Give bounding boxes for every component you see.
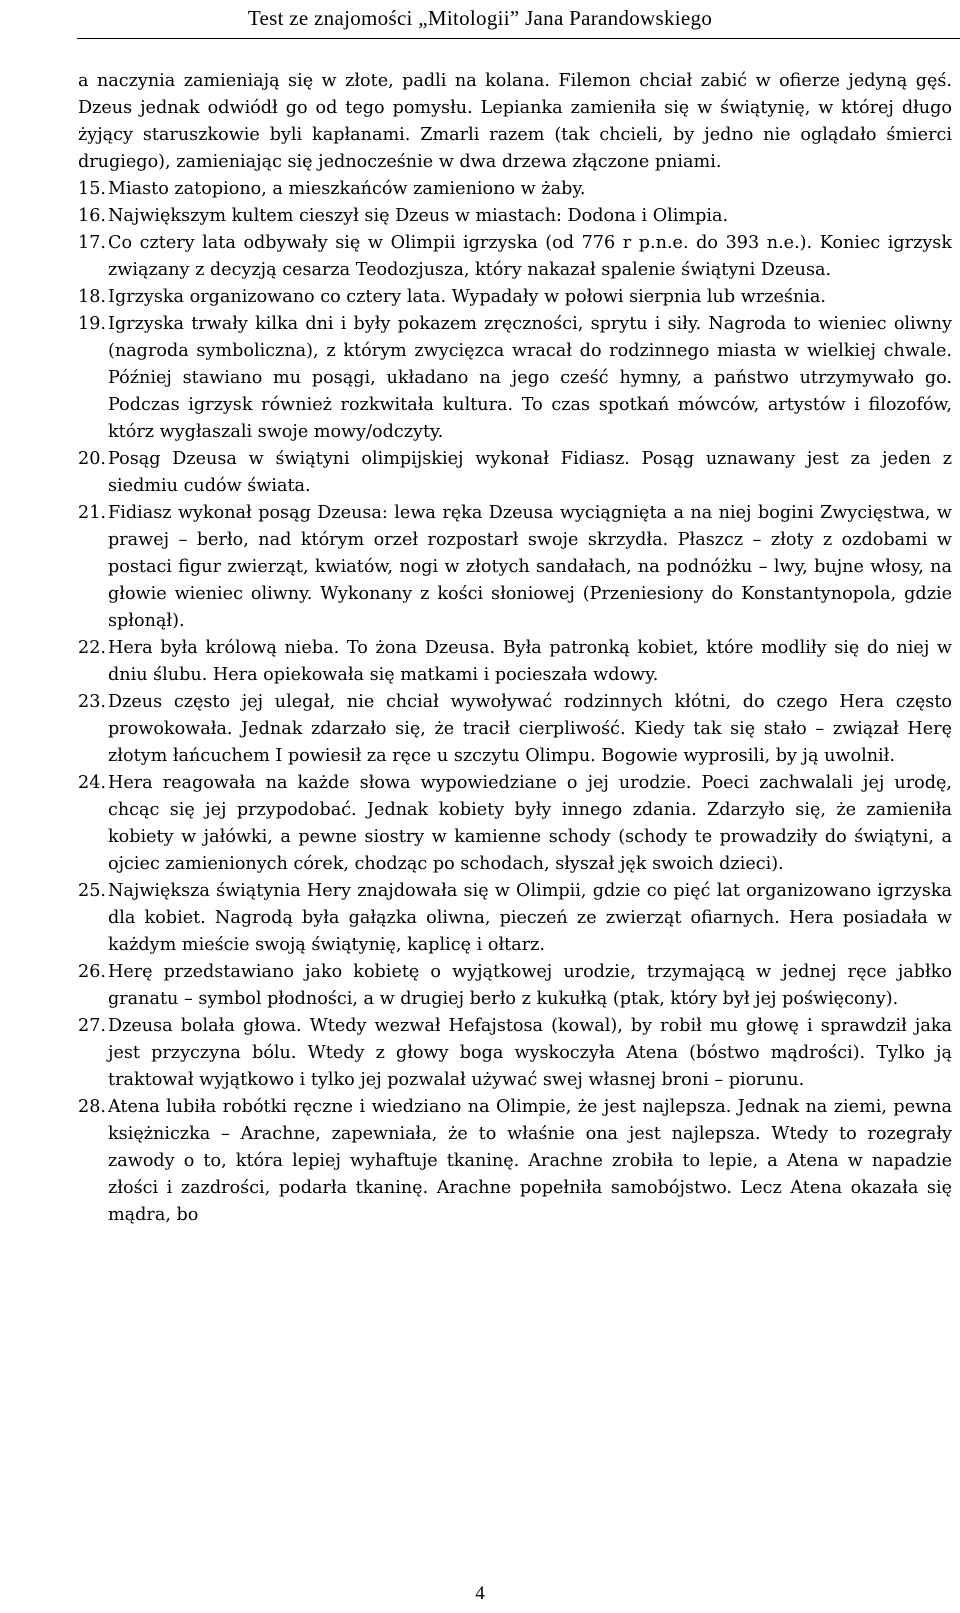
list-item-text: Posąg Dzeusa w świątyni olimpijskiej wykonał Fidiasz. Posąg uznawany jest za jeden z siedmiu cudów świata. [108, 449, 952, 496]
list-item-number: 18. [78, 287, 106, 307]
list-item [78, 230, 952, 284]
list-item-text: Miasto zatopiono, a mieszkańców zamieniono w żaby. [108, 179, 586, 199]
header-divider [77, 38, 960, 39]
list-item-number: 17. [78, 233, 106, 253]
document-body [78, 68, 952, 1229]
list-item-number: 26. [78, 962, 106, 982]
list-item [78, 203, 952, 230]
list-item [78, 1013, 952, 1094]
list-item [78, 635, 952, 689]
list-item-text: Co cztery lata odbywały się w Olimpii igrzyska (od 776 r p.n.e. do 393 n.e.). Koniec igrzysk związany z decyzją cesarza Teodozjusza, który nakazał spalenie świątyni Dzeusa. [108, 233, 952, 280]
list-item-text: Atena lubiła robótki ręczne i wiedziano na Olimpie, że jest najlepsza. Jednak na ziemi, pewna księżniczka – Arachne, zapewniała, że to właśnie ona jest najlepsza. Wtedy to rozegrały zawody o to, która lepiej wyhaftuje tkaninę. Arachne zrobiła to lepie, a Atena w napadzie złości i zazdrości, podarła tkaninę. Arachne popełniła samobójstwo. Lecz Atena okazała się mądra, bo [108, 1097, 952, 1225]
list-item [78, 176, 952, 203]
list-item-text: Igrzyska organizowano co cztery lata. Wypadały w połowi sierpnia lub września. [108, 287, 826, 307]
list-item [78, 500, 952, 635]
list-item [78, 689, 952, 770]
list-item [78, 311, 952, 446]
page-header-title: Test ze znajomości „Mitologii” Jana Parandowskiego [247, 6, 713, 30]
list-item-number: 28. [78, 1097, 106, 1117]
list-item-text: Dzeus często jej ulegał, nie chciał wywoływać rodzinnych kłótni, do czego Hera często prowokowała. Jednak zdarzało się, że tracił cierpliwość. Kiedy tak się stało – związał Herę złotym łańcuchem I powiesił za ręce u szczytu Olimpu. Bogowie wyprosili, by ją uwolnił. [108, 692, 952, 766]
list-item-number: 16. [78, 206, 106, 226]
list-item-text: Fidiasz wykonał posąg Dzeusa: lewa ręka Dzeusa wyciągnięta a na niej bogini Zwycięstwa, w prawej – berło, nad którym orzeł rozpostarł swoje skrzydła. Płaszcz – złoty z ozdobami w postaci figur zwierząt, kwiatów, nogi w złotych sandałach, na podnóżku – lwy, bujne włosy, na głowie wieniec oliwny. Wykonany z kości słoniowej (Przeniesiony do Konstantynopola, gdzie spłonął). [108, 503, 952, 631]
list-item-text: Hera reagowała na każde słowa wypowiedziane o jej urodzie. Poeci zachwalali jej urodę, chcąc się jej przypodobać. Jednak kobiety były innego zdania. Zdarzyło się, że zamieniła kobiety w jałówki, a pewne siostry w kamienne schody (schody te prowadziły do świątyni, a ojciec zamienionych córek, chodząc po schodach, słyszał jęk swoich dzieci). [108, 773, 952, 874]
list-item-number: 25. [78, 881, 106, 901]
intro-paragraph: a naczynia zamieniają się w złote, padli na kolana. Filemon chciał zabić w ofierze jedyną gęś. Dzeus jednak odwiódł go od tego pomysłu. Lepianka zamieniła się w świątynię, w której długo żyjący staruszkowie byli kapłanami. Zmarli razem (tak chcieli, by jedno nie oglądało śmierci drugiego), zamieniając się jednocześnie w dwa drzewa złączone pniami. [78, 71, 952, 172]
list-item-number: 20. [78, 449, 106, 469]
list-item-number: 22. [78, 638, 106, 658]
list-item-text: Igrzyska trwały kilka dni i były pokazem zręczności, sprytu i siły. Nagroda to wieniec oliwny (nagroda symboliczna), z którym zwycięzca wracał do rodzinnego miasta w wielkiej chwale. Później stawiano mu posągi, układano na jego cześć hymny, a państwo utrzymywało go. Podczas igrzysk również rozkwitała kultura. To czas spotkań mówców, artystów i filozofów, którz wygłaszali swoje mowy/odczyty. [108, 314, 952, 442]
list-item [78, 959, 952, 1013]
list-item [78, 446, 952, 500]
list-item [78, 284, 952, 311]
list-item-text: Dzeusa bolała głowa. Wtedy wezwał Hefajstosa (kowal), by robił mu głowę i sprawdził jaka jest przyczyna bólu. Wtedy z głowy boga wyskoczyła Atena (bóstwo mądrości). Tylko ją traktował wyjątkowo i tylko jej pozwalał używać swej własnej broni – piorunu. [108, 1016, 952, 1090]
list-item-text: Herę przedstawiano jako kobietę o wyjątkowej urodzie, trzymającą w jednej ręce jabłko granatu – symbol płodności, a w drugiej berło z kukułką (ptak, który był jej poświęcony). [108, 962, 952, 1009]
list-item-number: 15. [78, 179, 106, 199]
list-item [78, 770, 952, 878]
list-item-number: 27. [78, 1016, 106, 1036]
list-item [78, 1094, 952, 1229]
numbered-list [78, 176, 952, 1229]
list-item-text: Hera była królową nieba. To żona Dzeusa. Była patronką kobiet, które modliły się do niej w dniu ślubu. Hera opiekowała się matkami i pocieszała wdowy. [108, 638, 952, 685]
list-item-number: 21. [78, 503, 106, 523]
list-item-number: 19. [78, 314, 106, 334]
page-number: 4 [475, 1583, 485, 1604]
list-item-text: Największa świątynia Hery znajdowała się w Olimpii, gdzie co pięć lat organizowano igrzyska dla kobiet. Nagrodą była gałązka oliwna, pieczeń ze zwierząt ofiarnych. Hera posiadała w każdym mieście swoją świątynię, kaplicę i ołtarz. [108, 881, 952, 955]
list-item-number: 24. [78, 773, 106, 793]
list-item [78, 878, 952, 959]
list-item-number: 23. [78, 692, 106, 712]
list-item-text: Największym kultem cieszył się Dzeus w miastach: Dodona i Olimpia. [108, 206, 729, 226]
